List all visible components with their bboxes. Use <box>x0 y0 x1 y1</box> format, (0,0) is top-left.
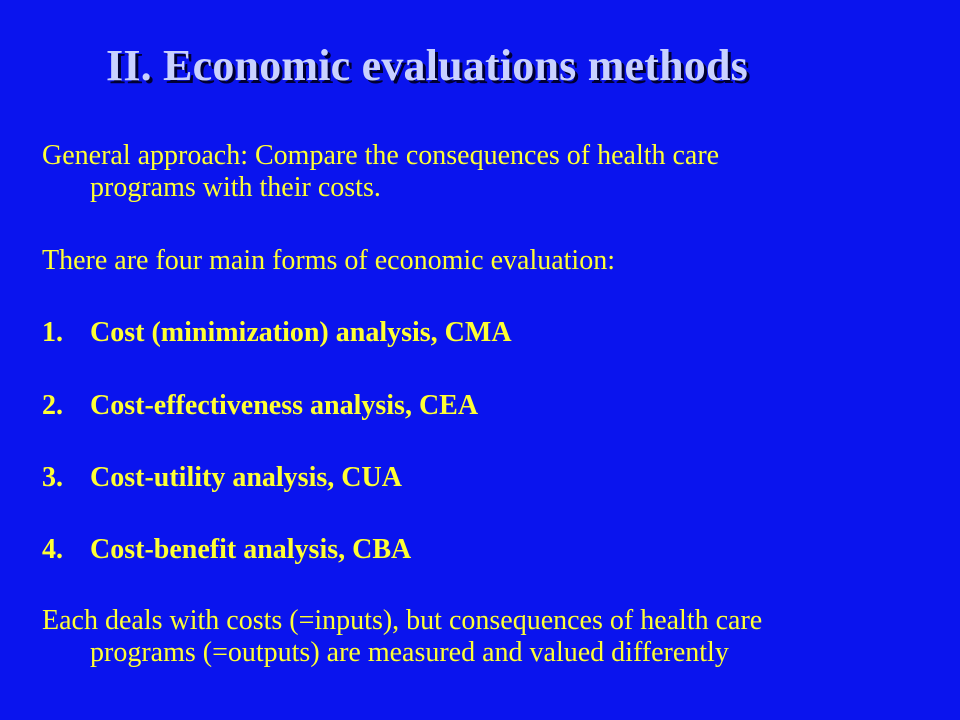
method-item-cua <box>42 462 922 494</box>
method-item-cba <box>42 534 922 566</box>
general-approach-line-2: programs with their costs. <box>90 172 381 203</box>
conclusion-line-1: Each deals with costs (=inputs), but consequences of health care <box>42 605 763 636</box>
method-number: 4. <box>42 534 63 565</box>
general-approach-paragraph <box>42 140 922 204</box>
method-number: 2. <box>42 390 63 421</box>
conclusion-line-2: programs (=outputs) are measured and valued differently <box>90 637 729 668</box>
method-item-cma <box>42 317 922 349</box>
method-number: 3. <box>42 462 63 493</box>
method-label: Cost-benefit analysis, CBA <box>90 534 412 565</box>
general-approach-line-1: General approach: Compare the consequences of health care <box>42 140 720 171</box>
forms-intro: There are four main forms of economic evaluation: <box>42 245 615 276</box>
method-number: 1. <box>42 317 63 348</box>
method-label: Cost (minimization) analysis, CMA <box>90 317 512 348</box>
method-label: Cost-utility analysis, CUA <box>90 462 402 493</box>
slide-title: II. Economic evaluations methods <box>106 41 748 90</box>
method-item-cea <box>42 390 922 422</box>
conclusion-paragraph <box>42 605 922 669</box>
method-label: Cost-effectiveness analysis, CEA <box>90 390 479 421</box>
